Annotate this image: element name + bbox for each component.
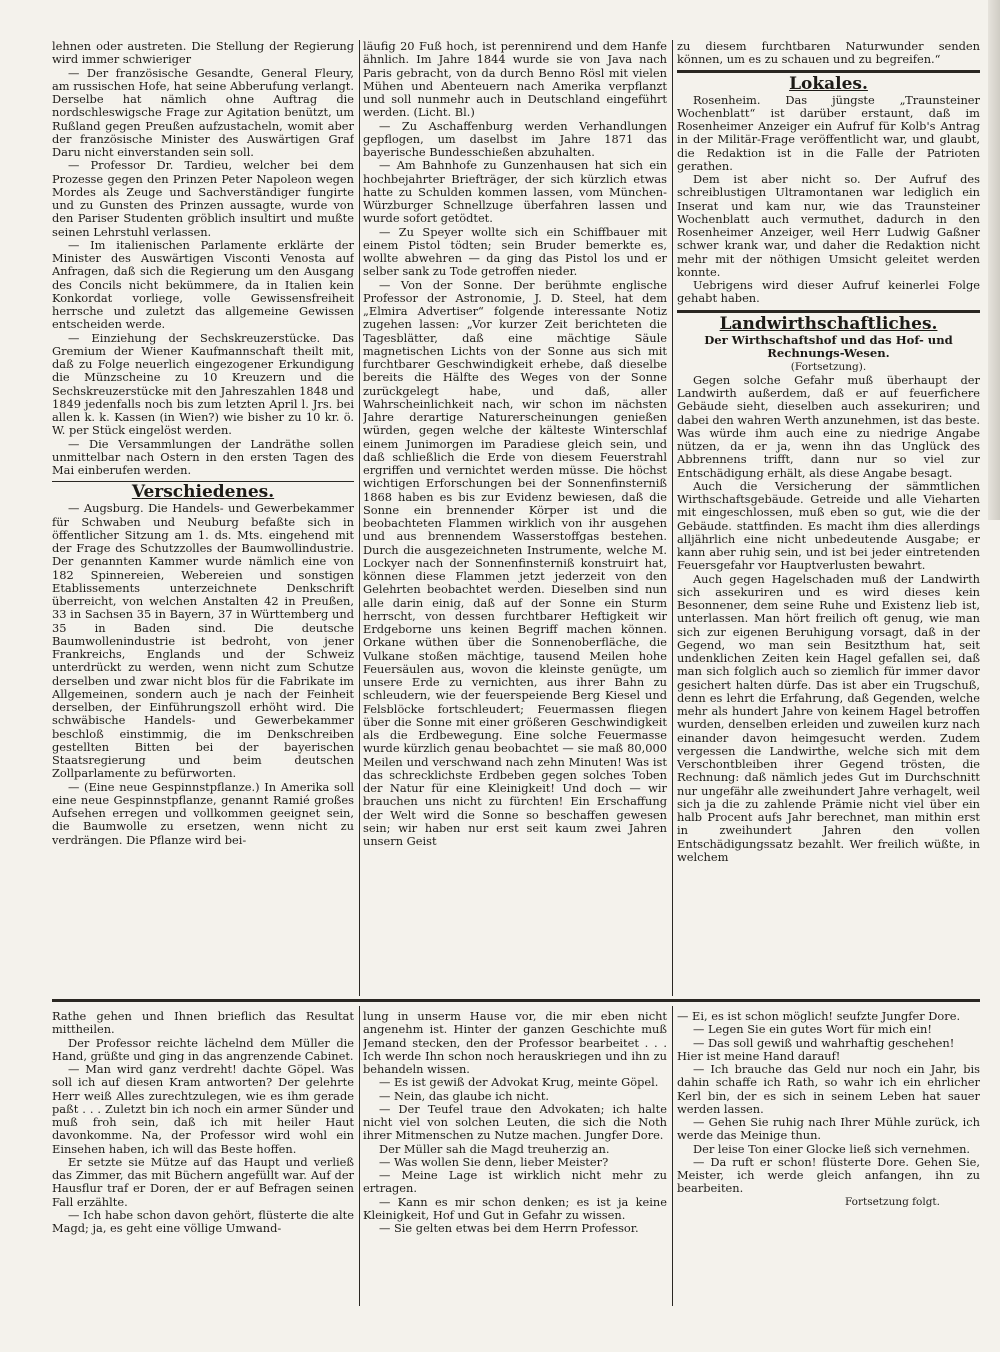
story-paragraph: — Da ruft er schon! flüsterte Dore. Gehen Sie, Meister, ich werde gleich anfangen, ihn zu bearbeiten. <box>677 1154 980 1196</box>
news-item-speyer: — Zu Speyer wollte sich ein Schiffbauer mit einem Pistol tödten; sein Bruder bemerkte es, wollte abwehren — da ging das Pistol los und er selber sank zu Tode getroffen nieder. <box>363 224 667 279</box>
to-be-continued-note: Fortsetzung folgt. <box>844 1195 940 1208</box>
page-edge-strip <box>988 0 1000 520</box>
story-paragraph: — Nein, das glaube ich nicht. <box>378 1088 550 1103</box>
news-item-tardieu: — Professor Dr. Tardieu, welcher bei dem Prozesse gegen den Prinzen Peter Napoleon wegen Mordes als Zeuge und Sachverständiger fungirte und zu Gunsten des Prinzen aussagte, wurde von den Pariser Studenten gröblich insultirt und mußte seinen Lehrstuhl verlassen. <box>52 158 354 239</box>
section-heading-landwirthschaftliches: Landwirthschaftliches. <box>719 313 938 334</box>
news-item-french-envoy: — Der französische Gesandte, General Fleury, am russischen Hofe, hat seine Abberufung verlangt. Derselbe hat nämlich ohne Auftrag die nordschleswigsche Frage zur Agitation benützt, um Rußland gegen Preußen aufzustacheln, womit aber der französische Minister des Auswärtigen Graf Daru nicht einverstanden sein soll. <box>52 65 354 159</box>
story-paragraph: — Meine Lage ist wirklich nicht mehr zu ertragen. <box>363 1168 667 1196</box>
story-paragraph: Rathe gehen und Ihnen brieflich das Resultat mittheilen. <box>52 1010 354 1037</box>
column-divider <box>672 1006 673 1306</box>
section-divider <box>677 310 980 313</box>
article-paragraph: Uebrigens wird dieser Aufruf keinerlei Folge gehabt haben. <box>677 278 980 306</box>
story-paragraph: — Man wird ganz verdreht! dachte Göpel. Was soll ich auf diesen Kram antworten? Der gelehrte Herr weiß Alles zurechtzulegen, wie es ihm gerade paßt . . . Zuletzt bin ich noch ein armer Sünder und muß froh sein, daß ich mit heiler Haut davonkomme. Na, der Professor wird wohl ein Einsehen haben, ich will das Beste hoffen. <box>52 1062 354 1156</box>
continuation-note: (Fortsetzung). <box>790 360 867 373</box>
news-item-landraete: — Die Versammlungen der Landräthe sollen unmittelbar nach Ostern in den ersten Tagen des Mai einberufen werden. <box>52 436 354 477</box>
story-paragraph: — Gehen Sie ruhig nach Ihrer Mühle zurück, ich werde das Meinige thun. <box>677 1115 980 1143</box>
article-paragraph: Auch gegen Hagelschaden muß der Landwirth sich assekuriren und es wird dieses kein Besonnener, dem seine Ruhe und Existenz lieb ist, unterlassen. Man hört freilich oft genug, wie man sich zur eigenen Beruhigung vorsagt, daß in der Gegend, wo man sein Besitzthum hat, seit undenklichen Zeiten kein Hagel gefallen sei, daß man sich folglich auch so ziemlich für immer davor gesichert halten dürfe. Das ist aber ein Trugschuß, denn es lehrt die Erfahrung, daß Gegenden, welche mehr als hundert Jahre von keinem Hagel betroffen wurden, denselben erleiden und zuweilen kurz nach einander davon heimgesucht werden. Zudem vergessen die Landwirthe, welche sich mit dem Verschontbleiben ihrer Gegend trösten, die Rechnung: daß nämlich jedes Gut im Durchschnitt nur ungefähr alle zweihundert Jahre verhagelt, weil sich ja die zu zahlende Prämie nicht viel über ein halb Procent aufs Jahr berechnet, man mithin erst in zweihundert Jahren den vollen Entschädigungssatz bezahlt. Wer freilich wüßte, in welchem <box>677 571 980 864</box>
story-paragraph: — Kann es mir schon denken; es ist ja keine Kleinigkeit, Hof und Gut in Gefahr zu wissen. <box>363 1194 667 1222</box>
article-paragraph: zu diesem furchtbaren Naturwunder senden können, um es zu schauen und zu begreifen.“ <box>677 40 980 67</box>
news-item-ramie: — (Eine neue Gespinnstpflanze.) In Amerika soll eine neue Gespinnstpflanze, genannt Ramié großes Aufsehen erregen und vollkommen geeignet sein, die Baumwolle zu ersetzen, wenn nicht zu verdrängen. Die Pflanze wird bei- <box>52 779 354 847</box>
news-item-sun: — Von der Sonne. Der berühmte englische Professor der Astronomie, J. D. Steel, hat dem „Elmira Advertiser“ folgende interessante Notiz zugehen lassen: „Vor kurzer Zeit berichteten die Tagesblätter, daß eine mächtige Säule magnetischen Lichts von der Sonne aus sich mit furchtbarer Geschwindigkeit erhebe, daß dieselbe bereits die Hälfte des Weges von der Sonne zurückgelegt habe, und daß, aller Wahrscheinlichkeit nach, wir schon im nächsten Jahre derartige Naturerscheinungen genießen würden, gegen welche der kälteste Winterschlaf einem Junimorgen im Paradiese gleich sein, und daß schließlich die Erde von diesem Feuerstrahl ergriffen und vernichtet werden müsse. Die höchst wichtigen Erforschungen bei der Sonnenfinsterniß 1868 haben es bis zur Evidenz bewiesen, daß die Sonne ein brennender Körper ist und die beobachteten Flammen wirklich von ihr ausgehen und aus brennendem Wasserstoffgas bestehen. Durch die ausgezeichneten Instrumente, welche M. Lockyer nach der Sonnenfinsterniß konstruirt hat, können diese Flammen jetzt jederzeit von den Gelehrten beobachtet werden. Dieselben sind nun alle darin einig, daß auf der Sonne ein Sturm herrscht, von dessen furchtbarer Heftigkeit wir Erdgeborne uns keinen Begriff machen können. Orkane wüthen über die Sonnenoberfläche, die Vulkane stoßen mächtige, tausend Meilen hohe Feuersäulen aus, wovon die kleinste genügte, um unsere Erde zu vernichten, aus ihrer Bahn zu schleudern, wie der feuerspeiende Berg Kiesel und Felsblöcke fortschleudert; Feuermassen fliegen über die Sonne mit einer größeren Geschwindigkeit als die Erdbewegung. Eine solche Feuermasse wurde kürzlich genau beobachtet — sie maß 80,000 Meilen und verschwand nach zehn Minuten! Was ist das schrecklichste Erdbeben gegen solches Toben der Natur für eine Kleinigkeit! Und doch — wir brauchen uns nicht zu fürchten! Ein Erschaffung der Welt wird die Sonne so beschaffen gewesen sein; wir haben nur erst seit kaum zwei Jahren unsern Geist <box>363 277 667 848</box>
news-item-gunzenhausen: — Am Bahnhofe zu Gunzenhausen hat sich ein hochbejahrter Briefträger, der sich kürzlich etwas hatte zu Schulden kommen lassen, vom München-Würzburger Schnellzuge überfahren lassen und wurde sofort getödtet. <box>363 158 667 226</box>
section-divider <box>677 70 980 73</box>
column-divider <box>359 1006 360 1306</box>
news-item-coin-withdrawal: — Einziehung der Sechskreuzerstücke. Das Gremium der Wiener Kaufmannschaft theilt mit, daß zu Folge neuerlich eingezogener Erkundigung die Münzscheine zu 10 Kreuzern und die Sechskreuzerstücke mit den Jahreszahlen 1848 und 1849 jedenfalls noch bis zum letzten April l. Jrs. bei allen k. k. Kassen (in Wien?) wie bisher zu 10 kr. ö. W. per Stück eingelöst werden. <box>52 330 354 438</box>
story-paragraph: — Ich habe schon davon gehört, flüsterte die alte Magd; ja, es geht eine völlige Umwand- <box>52 1207 354 1235</box>
story-paragraph: — Sie gelten etwas bei dem Herrn Professor. <box>378 1221 639 1235</box>
story-paragraph: Hier ist meine Hand darauf! <box>677 1048 841 1063</box>
story-paragraph: — Es ist gewiß der Advokat Krug, meinte Göpel. <box>378 1075 659 1090</box>
story-paragraph: Der leise Ton einer Glocke ließ sich vernehmen. <box>692 1141 971 1156</box>
column-divider <box>672 40 673 996</box>
section-divider <box>52 481 354 482</box>
story-paragraph: — Das soll gewiß und wahrhaftig geschehen! <box>692 1035 955 1050</box>
news-item-augsburg: — Augsburg. Die Handels- und Gewerbekammer für Schwaben und Neuburg befaßte sich in öffentlicher Sitzung am 1. ds. Mts. eingehend mit der Frage des Schutzzolles der Baumwollindustrie. Der genannten Kammer wurde nämlich eine von 182 Spinnereien, Webereien und sonstigen Etablissements unterzeichnete Denkschrift überreicht, von welchen Anstalten 42 in Preußen, 33 in Sachsen 35 in Bayern, 37 in Württemberg und 35 in Baden sind. Die deutsche Baumwollenindustrie ist bedroht, von jener Frankreichs, Englands und der Schweiz unterdrückt zu werden, wenn nicht zum Schutze derselben und zwar nicht blos für die Fabrikate im Allgemeinen, sondern auch je nach der Feinheit derselben, der Einführungszoll erhöht wird. Die schwäbische Handels- und Gewerbekammer beschloß einstimmig, die im Denkschreiben gestellten Bitten bei der bayerischen Staatsregierung und beim deutschen Zollparlamente zu befürworten. <box>52 501 354 781</box>
article-subtitle: Der Wirthschaftshof und das Hof- und Rechnungs-Wesen. <box>704 332 953 360</box>
news-item-italian-parliament: — Im italienischen Parlamente erklärte der Minister des Auswärtigen Visconti Venosta auf Anfragen, daß sich die Regierung um den Ausgang des Concils nicht bekümmere, da in Italien kein Konkordat vorliege, volle Gewissensfreiheit herrsche und zuletzt das allgemeine Gewissen entscheiden werde. <box>52 237 354 332</box>
story-paragraph: — Ich brauche das Geld nur noch ein Jahr, bis dahin schaffe ich Rath, so wahr ich ein ehrlicher Kerl bin, der es sich in seinem Leben hat sauer werden lassen. <box>677 1062 980 1116</box>
story-paragraph: Der Müller sah die Magd treuherzig an. <box>378 1141 610 1156</box>
bottom-column-3 <box>677 1010 980 1310</box>
story-paragraph: — Legen Sie ein gutes Wort für mich ein! <box>692 1022 932 1037</box>
news-item-rosenheim: Rosenheim. Das jüngste „Traunsteiner Wochenblatt“ ist darüber erstaunt, daß im Rosenheimer Anzeiger ein Aufruf für Kolb's Antrag in der Militär-Frage veröffentlicht war, und glaubt, die Redaktion ist in die Falle der Patrioten gerathen. <box>677 92 980 173</box>
story-paragraph: lung in unserm Hause vor, die mir eben nicht angenehm ist. Hinter der ganzen Geschichte muß Jemand stecken, den der Professor bearbeitet . . . Ich werde Ihn schon noch herauskriegen und ihn zu behandeln wissen. <box>363 1010 667 1076</box>
news-item-aschaffenburg: — Zu Aschaffenburg werden Verhandlungen gepflogen, um daselbst im Jahre 1871 das bayerische Bundesschießen abzuhalten. <box>363 118 667 159</box>
story-paragraph: Er setzte sie Mütze auf das Haupt und verließ das Zimmer, das mit Büchern angefüllt war. Auf der Hausflur traf er Doren, der er auf Befragen seinen Fall erzählte. <box>52 1154 354 1209</box>
bottom-column-2 <box>363 1010 667 1310</box>
story-paragraph: — Ei, es ist schon möglich! seufzte Jungfer Dore. <box>677 1010 961 1023</box>
top-column-3 <box>677 40 980 995</box>
article-paragraph: läufig 20 Fuß hoch, ist perennirend und dem Hanfe ähnlich. Im Jahre 1844 wurde sie von Java nach Paris gebracht, von da durch Benno Rösl mit vielen Mühen und Abenteuern nach Amerika verpflanzt und soll nunmehr auch in Deutschland eingeführt werden. (Licht. Bl.) <box>363 40 667 120</box>
section-heading-verschiedenes: Verschiedenes. <box>131 482 275 503</box>
story-paragraph: — Was wollen Sie denn, lieber Meister? <box>378 1154 609 1169</box>
column-divider <box>359 40 360 996</box>
story-paragraph: Der Professor reichte lächelnd dem Müller die Hand, grüßte und ging in das angrenzende Cabinet. <box>52 1035 354 1063</box>
article-paragraph: Auch die Versicherung der sämmtlichen Wirthschaftsgebäude. Getreide und alle Vieharten mit eingeschlossen, muß eben so gut, wie die der Gebäude. stattfinden. Es macht ihm dies allerdings alljährlich eine nicht unbedeutende Ausgabe; er kann aber ruhig sein, und ist bei jeder eintretenden Feuersgefahr vor Hauptverlusten bewahrt. <box>677 478 980 573</box>
article-paragraph: lehnen oder austreten. Die Stellung der Regierung wird immer schwieriger <box>52 40 354 67</box>
section-heading-lokales: Lokales. <box>789 73 868 94</box>
feuilleton-separator <box>52 999 980 1002</box>
article-paragraph: Dem ist aber nicht so. Der Aufruf des schreiblustigen Ultramontanen war lediglich ein Inserat und kam nur, wie das Traunsteiner Wochenblatt auch vermuthet, dadurch in den Rosenheimer Anzeiger, weil Herr Ludwig Gaßner schwer krank war, und daher die Redaktion nicht mehr mit der nöthigen Umsicht geleitet werden konnte. <box>677 172 980 279</box>
top-column-2 <box>363 40 667 995</box>
top-column-1 <box>52 40 354 995</box>
story-paragraph: — Der Teufel traue den Advokaten; ich halte nicht viel von solchen Leuten, die sich die Noth ihrer Mitmenschen zu Nutze machen. Jungfer Dore. <box>363 1101 667 1143</box>
article-paragraph: Gegen solche Gefahr muß überhaupt der Landwirth außerdem, daß er auf feuerfichere Gebäude sieht, dieselben auch assekuriren; und dabei den wahren Werth anzunehmen, ist das beste. Was würde ihm auch eine zu niedrige Angabe nützen, da er ja, wenn ihn das Unglück des Abbrennens trifft, dann nur so viel zur Entschädigung erhält, als diese Angabe besagt. <box>677 372 980 480</box>
bottom-column-1 <box>52 1010 354 1310</box>
